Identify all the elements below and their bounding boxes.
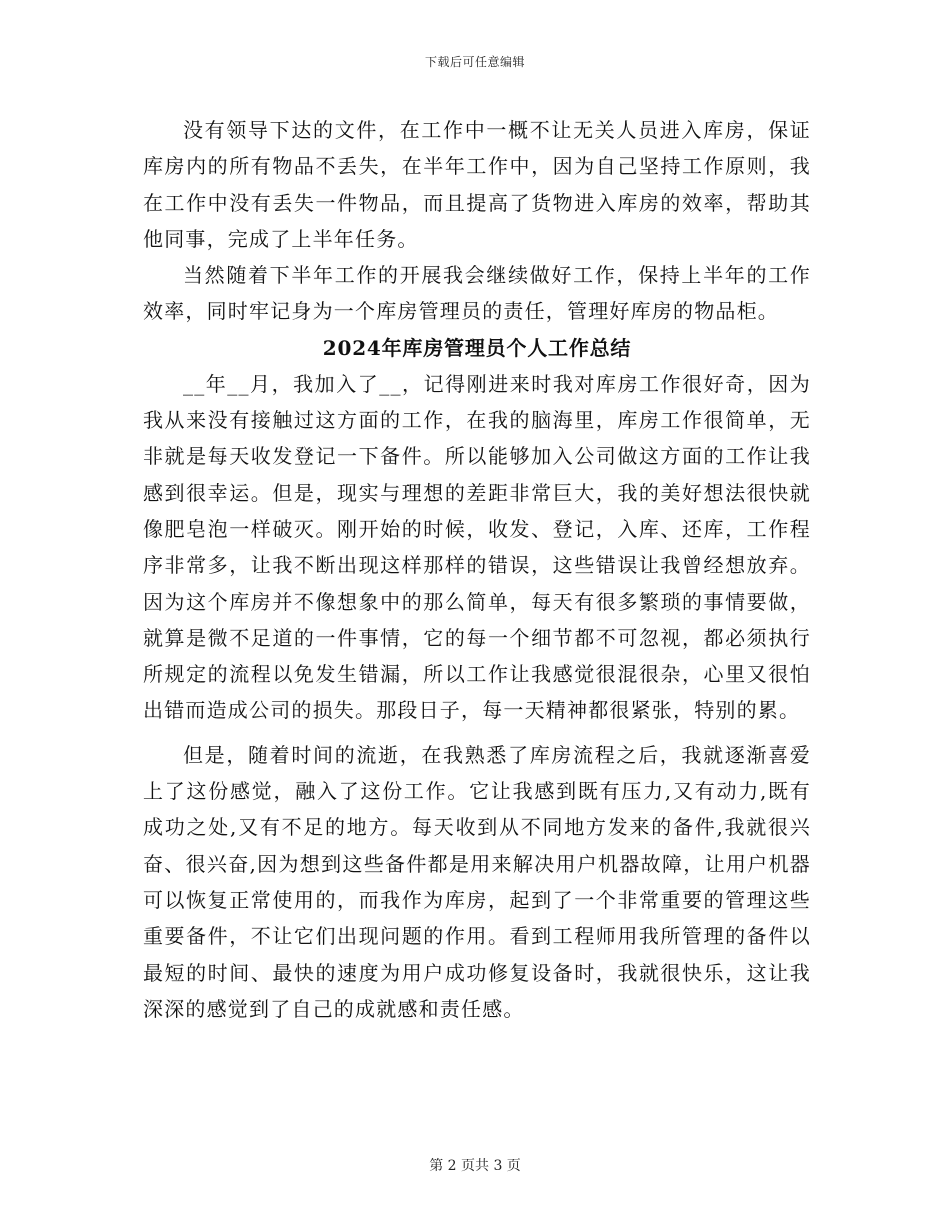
page-header-note: 下载后可任意编辑 xyxy=(424,55,525,69)
section-title: 2024年库房管理员个人工作总结 xyxy=(322,335,632,360)
paragraph-4: 但是，随着时间的流逝，在我熟悉了库房流程之后，我就逐渐喜爱上了这份感觉，融入了这份工作。它让我感到既有压力,又有动力,既有成功之处,又有不足的地方。每天收到从不同地方发来的备件,我就很兴奋、很兴奋,因为想到这些备件都是用来解决用户机器故障，让用户机器可以恢复正常使用的，而我作为库房，起到了一个非常重要的管理这些重要备件，不让它们出现问题的作用。看到工程师用我所管理的备件以最短的时间、最快的速度为用户成功修复设备时，我就很快乐，这让我深深的感觉到了自己的成就感和责任感。 xyxy=(143,742,811,1021)
page-number: 第 2 页共 3 页 xyxy=(429,1158,521,1174)
document-body xyxy=(143,112,811,1027)
paragraph-1: 没有领导下达的文件，在工作中一概不让无关人员进入库房，保证库房内的所有物品不丢失，在半年工作中，因为自己坚持工作原则，我在工作中没有丢失一件物品，而且提高了货物进入库房的效率，帮助其他同事，完成了上半年任务。 xyxy=(143,118,811,251)
paragraph-3: __年__月，我加入了__，记得刚进来时我对库房工作很好奇，因为我从来没有接触过这方面的工作，在我的脑海里，库房工作很简单，无非就是每天收发登记一下备件。所以能够加入公司做这方面的工作让我感到很幸运。但是，现实与理想的差距非常巨大，我的美好想法很快就像肥皂泡一样破灭。刚开始的时候，收发、登记，入库、还库，工作程序非常多，让我不断出现这样那样的错误，这些错误让我曾经想放弃。因为这个库房并不像想象中的那么简单，每天有很多繁琐的事情要做，就算是微不足道的一件事情，它的每一个细节都不可忽视，都必须执行所规定的流程以免发生错漏，所以工作让我感觉很混很杂，心里又很怕出错而造成公司的损失。那段日子，每一天精神都很紧张，特别的累。 xyxy=(143,371,811,723)
paragraph-2: 当然随着下半年工作的开展我会继续做好工作，保持上半年的工作效率，同时牢记身为一个库房管理员的责任，管理好库房的物品柜。 xyxy=(143,263,811,324)
